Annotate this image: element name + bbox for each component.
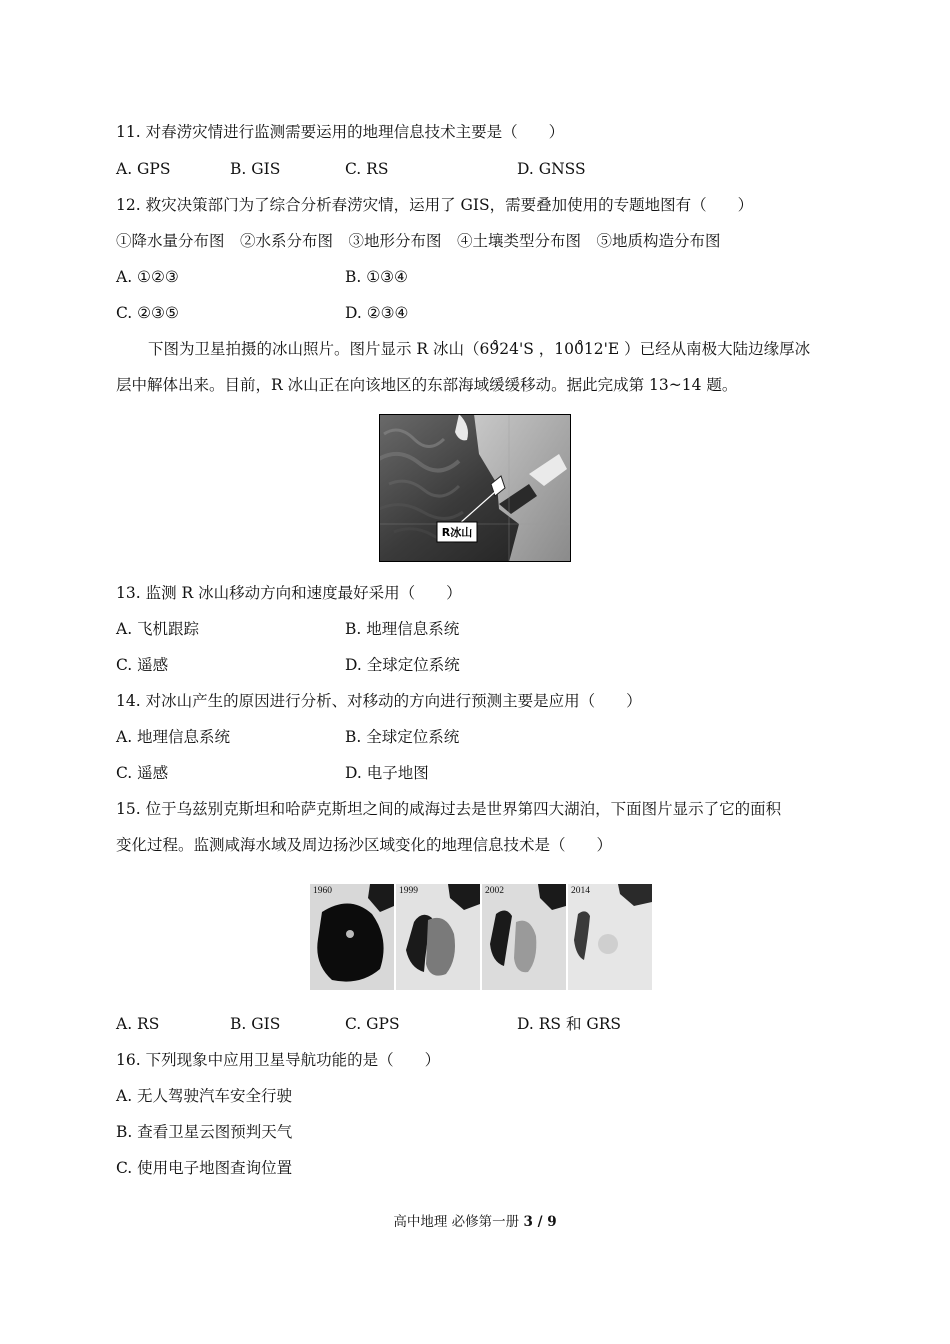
q15-option-d: D. RS 和 GRS [517,1015,622,1033]
q16-option-b: B. 查看卫星云图预判天气 [116,1123,293,1141]
q14-option-d: D. 电子地图 [345,764,429,782]
q12-option-d: D. ②③④ [345,304,409,322]
q14-option-a: A. 地理信息系统 [116,728,231,746]
q12-stem: 12. 救灾决策部门为了综合分析春涝灾情，运用了 GIS，需要叠加使用的专题地图有（ ） [116,196,754,214]
q13-option-a: A. 飞机跟踪 [116,620,200,638]
q13-option-b: B. 地理信息系统 [345,620,460,638]
page-number: 3 / 9 [523,1214,557,1230]
q13-stem: 13. 监测 R 冰山移动方向和速度最好采用（ ） [116,584,462,602]
aral-panel-1999 [396,884,480,990]
q15-stem-line-2: 变化过程。监测咸海水域及周边扬沙区域变化的地理信息技术是（ ） [116,836,613,854]
q12-map-list: ①降水量分布图 ②水系分布图 ③地形分布图 ④土壤类型分布图 ⑤地质构造分布图 [116,232,721,250]
q15-stem-line-1: 15. 位于乌兹别克斯坦和哈萨克斯坦之间的咸海过去是世界第四大湖泊，下面图片显示了它的面积 [116,800,782,818]
aral-panel-2014 [568,884,652,990]
footer-text: 高中地理 必修第一册 [393,1214,524,1230]
q12-option-b: B. ①③④ [345,268,408,286]
q13-option-c: C. 遥感 [116,656,169,674]
q11-option-b: B. GIS [230,160,281,178]
iceberg-label: R冰山 [441,526,473,539]
q14-stem: 14. 对冰山产生的原因进行分析、对移动的方向进行预测主要是应用（ ） [116,692,642,710]
year-label: 2002 [485,886,504,896]
q16-stem: 16. 下列现象中应用卫星导航功能的是（ ） [116,1051,441,1069]
q11-option-c: C. RS [345,160,389,178]
passage-line-2: 层中解体出来。目前，R 冰山正在向该地区的东部海域缓缓移动。据此完成第 13~14 题。 [116,376,738,394]
q14-option-c: C. 遥感 [116,764,169,782]
q11-option-d: D. GNSS [517,160,586,178]
year-label: 2014 [571,886,590,896]
q15-option-b: B. GIS [230,1015,281,1033]
aral-panel-1960 [310,884,394,990]
q15-option-a: A. RS [116,1015,160,1033]
q13-option-d: D. 全球定位系统 [345,656,460,674]
q14-option-b: B. 全球定位系统 [345,728,460,746]
aral-panel-2002 [482,884,566,990]
q15-option-c: C. GPS [345,1015,400,1033]
page-footer [0,1210,950,1230]
q16-option-c: C. 使用电子地图查询位置 [116,1159,293,1177]
q16-option-a: A. 无人驾驶汽车安全行驶 [116,1087,293,1105]
aral-sea-image-strip [310,884,652,990]
q12-option-c: C. ②③⑤ [116,304,179,322]
q11-stem: 11. 对春涝灾情进行监测需要运用的地理信息技术主要是（ ） [116,123,565,141]
q12-option-a: A. ①②③ [116,268,179,286]
q11-option-a: A. GPS [116,160,171,178]
year-label: 1999 [399,886,418,896]
passage-line-1: 下图为卫星拍摄的冰山照片。图片显示 R 冰山（69̊24'S ，100̊12'E ）已经从南极大陆边缘厚冰 [148,340,811,358]
iceberg-satellite-image [379,414,571,562]
year-label: 1960 [313,886,332,896]
